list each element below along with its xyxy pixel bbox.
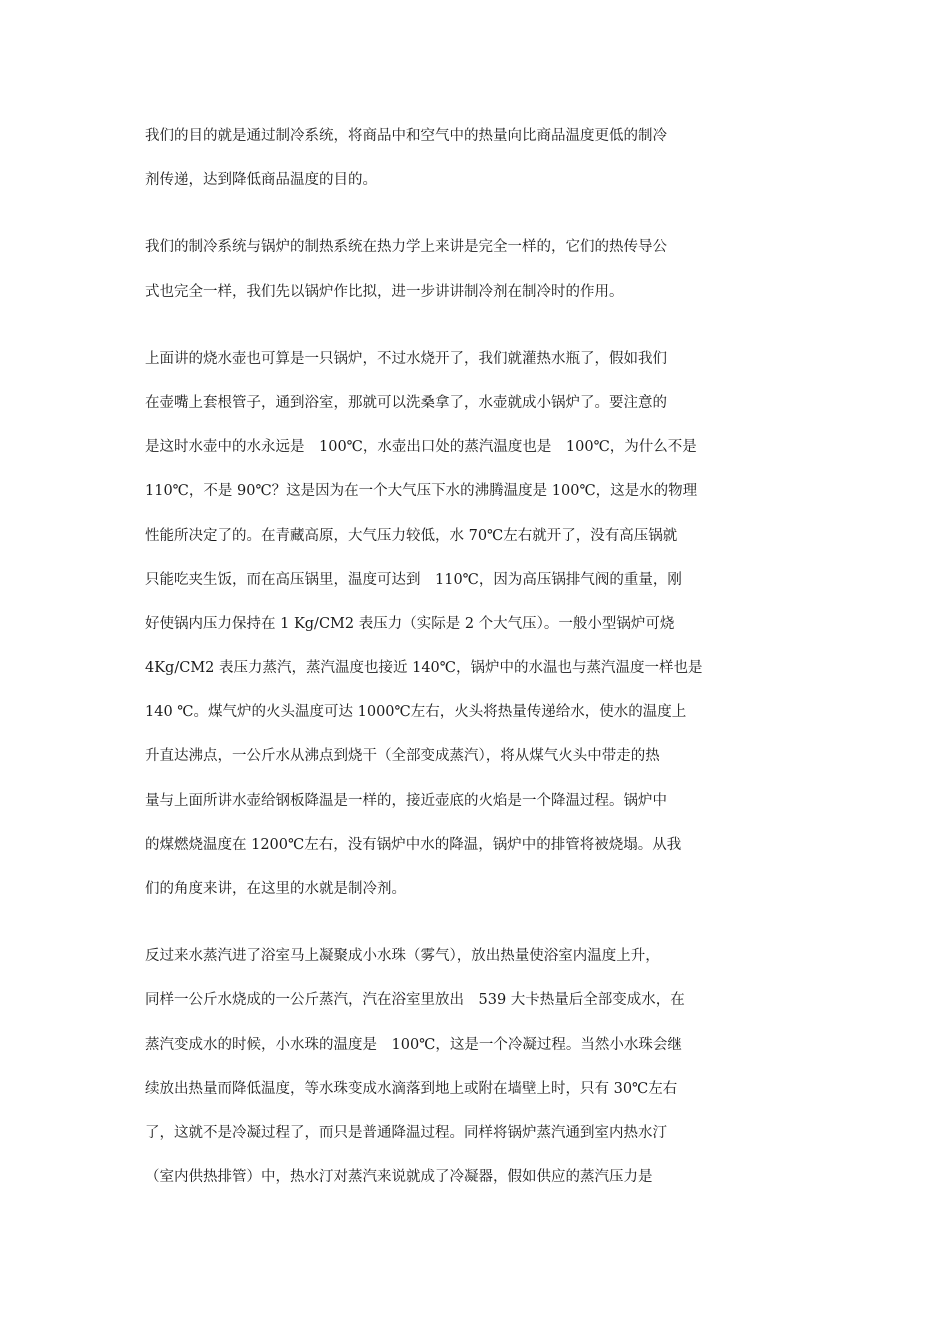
text-line: 我们的制冷系统与锅炉的制热系统在热力学上来讲是完全一样的，它们的热传导公 — [145, 239, 667, 256]
paragraph-2 — [145, 230, 770, 318]
text-line: 反过来水蒸汽进了浴室马上凝聚成小水珠（雾气），放出热量使浴室内温度上升， — [145, 948, 660, 965]
text-line: 在壶嘴上套根管子，通到浴室，那就可以洗桑拿了，水壶就成小锅炉了。要注意的 — [145, 394, 667, 411]
text-line: 性能所决定了的。在青藏高原，大气压力较低，水 70℃左右就开了，没有高压锅就 — [145, 527, 678, 544]
text-line: 是这时水壶中的水永远是 100℃，水壶出口处的蒸汽温度也是 100℃，为什么不是 — [145, 439, 697, 456]
text-line: 式也完全一样，我们先以锅炉作比拟，进一步讲讲制冷剂在制冷时的作用。 — [145, 283, 624, 300]
paragraph-3 — [145, 342, 770, 916]
text-line: 110℃，不是 90℃？这是因为在一个大气压下水的沸腾温度是 100℃，这是水的物理 — [145, 483, 698, 500]
text-line: 升直达沸点，一公斤水从沸点到烧干（全部变成蒸汽），将从煤气火头中带走的热 — [145, 748, 660, 765]
text-line: 140 ℃。煤气炉的火头温度可达 1000℃左右，火头将热量传递给水，使水的温度上 — [145, 704, 687, 721]
text-line: 的煤燃烧温度在 1200℃左右，没有锅炉中水的降温，锅炉中的排管将被烧塌。从我 — [145, 836, 682, 853]
text-line: 们的角度来讲，在这里的水就是制冷剂。 — [145, 881, 406, 897]
document-body — [145, 119, 770, 1227]
text-line: （室内供热排管）中，热水汀对蒸汽来说就成了冷凝器，假如供应的蒸汽压力是 — [145, 1169, 653, 1186]
paragraph-1 — [145, 119, 770, 207]
text-line: 好使锅内压力保持在 1 Kg/CM2 表压力（实际是 2 个大气压）。一般小型锅炉可烧 — [145, 615, 675, 632]
text-line: 量与上面所讲水壶给钢板降温是一样的，接近壶底的火焰是一个降温过程。锅炉中 — [145, 792, 667, 809]
text-line: 同样一公斤水烧成的一公斤蒸汽，汽在浴室里放出 539 大卡热量后全部变成水，在 — [145, 992, 685, 1009]
text-line: 剂传递，达到降低商品温度的目的。 — [145, 172, 377, 189]
text-line: 蒸汽变成水的时候，小水珠的温度是 100℃，这是一个冷凝过程。当然小水珠会继 — [145, 1036, 682, 1053]
paragraph-4 — [145, 939, 770, 1204]
text-line: 了，这就不是冷凝过程了，而只是普通降温过程。同样将锅炉蒸汽通到室内热水汀 — [145, 1124, 667, 1141]
text-line: 只能吃夹生饭，而在高压锅里，温度可达到 110℃，因为高压锅排气阀的重量，刚 — [145, 571, 682, 588]
text-line: 4Kg/CM2 表压力蒸汽，蒸汽温度也接近 140℃，锅炉中的水温也与蒸汽温度一样也是 — [145, 660, 703, 677]
text-line: 上面讲的烧水壶也可算是一只锅炉，不过水烧开了，我们就灌热水瓶了，假如我们 — [145, 350, 667, 367]
text-line: 续放出热量而降低温度，等水珠变成水滴落到地上或附在墙壁上时，只有 30℃左右 — [145, 1080, 678, 1097]
text-line: 我们的目的就是通过制冷系统，将商品中和空气中的热量向比商品温度更低的制冷 — [145, 128, 667, 144]
